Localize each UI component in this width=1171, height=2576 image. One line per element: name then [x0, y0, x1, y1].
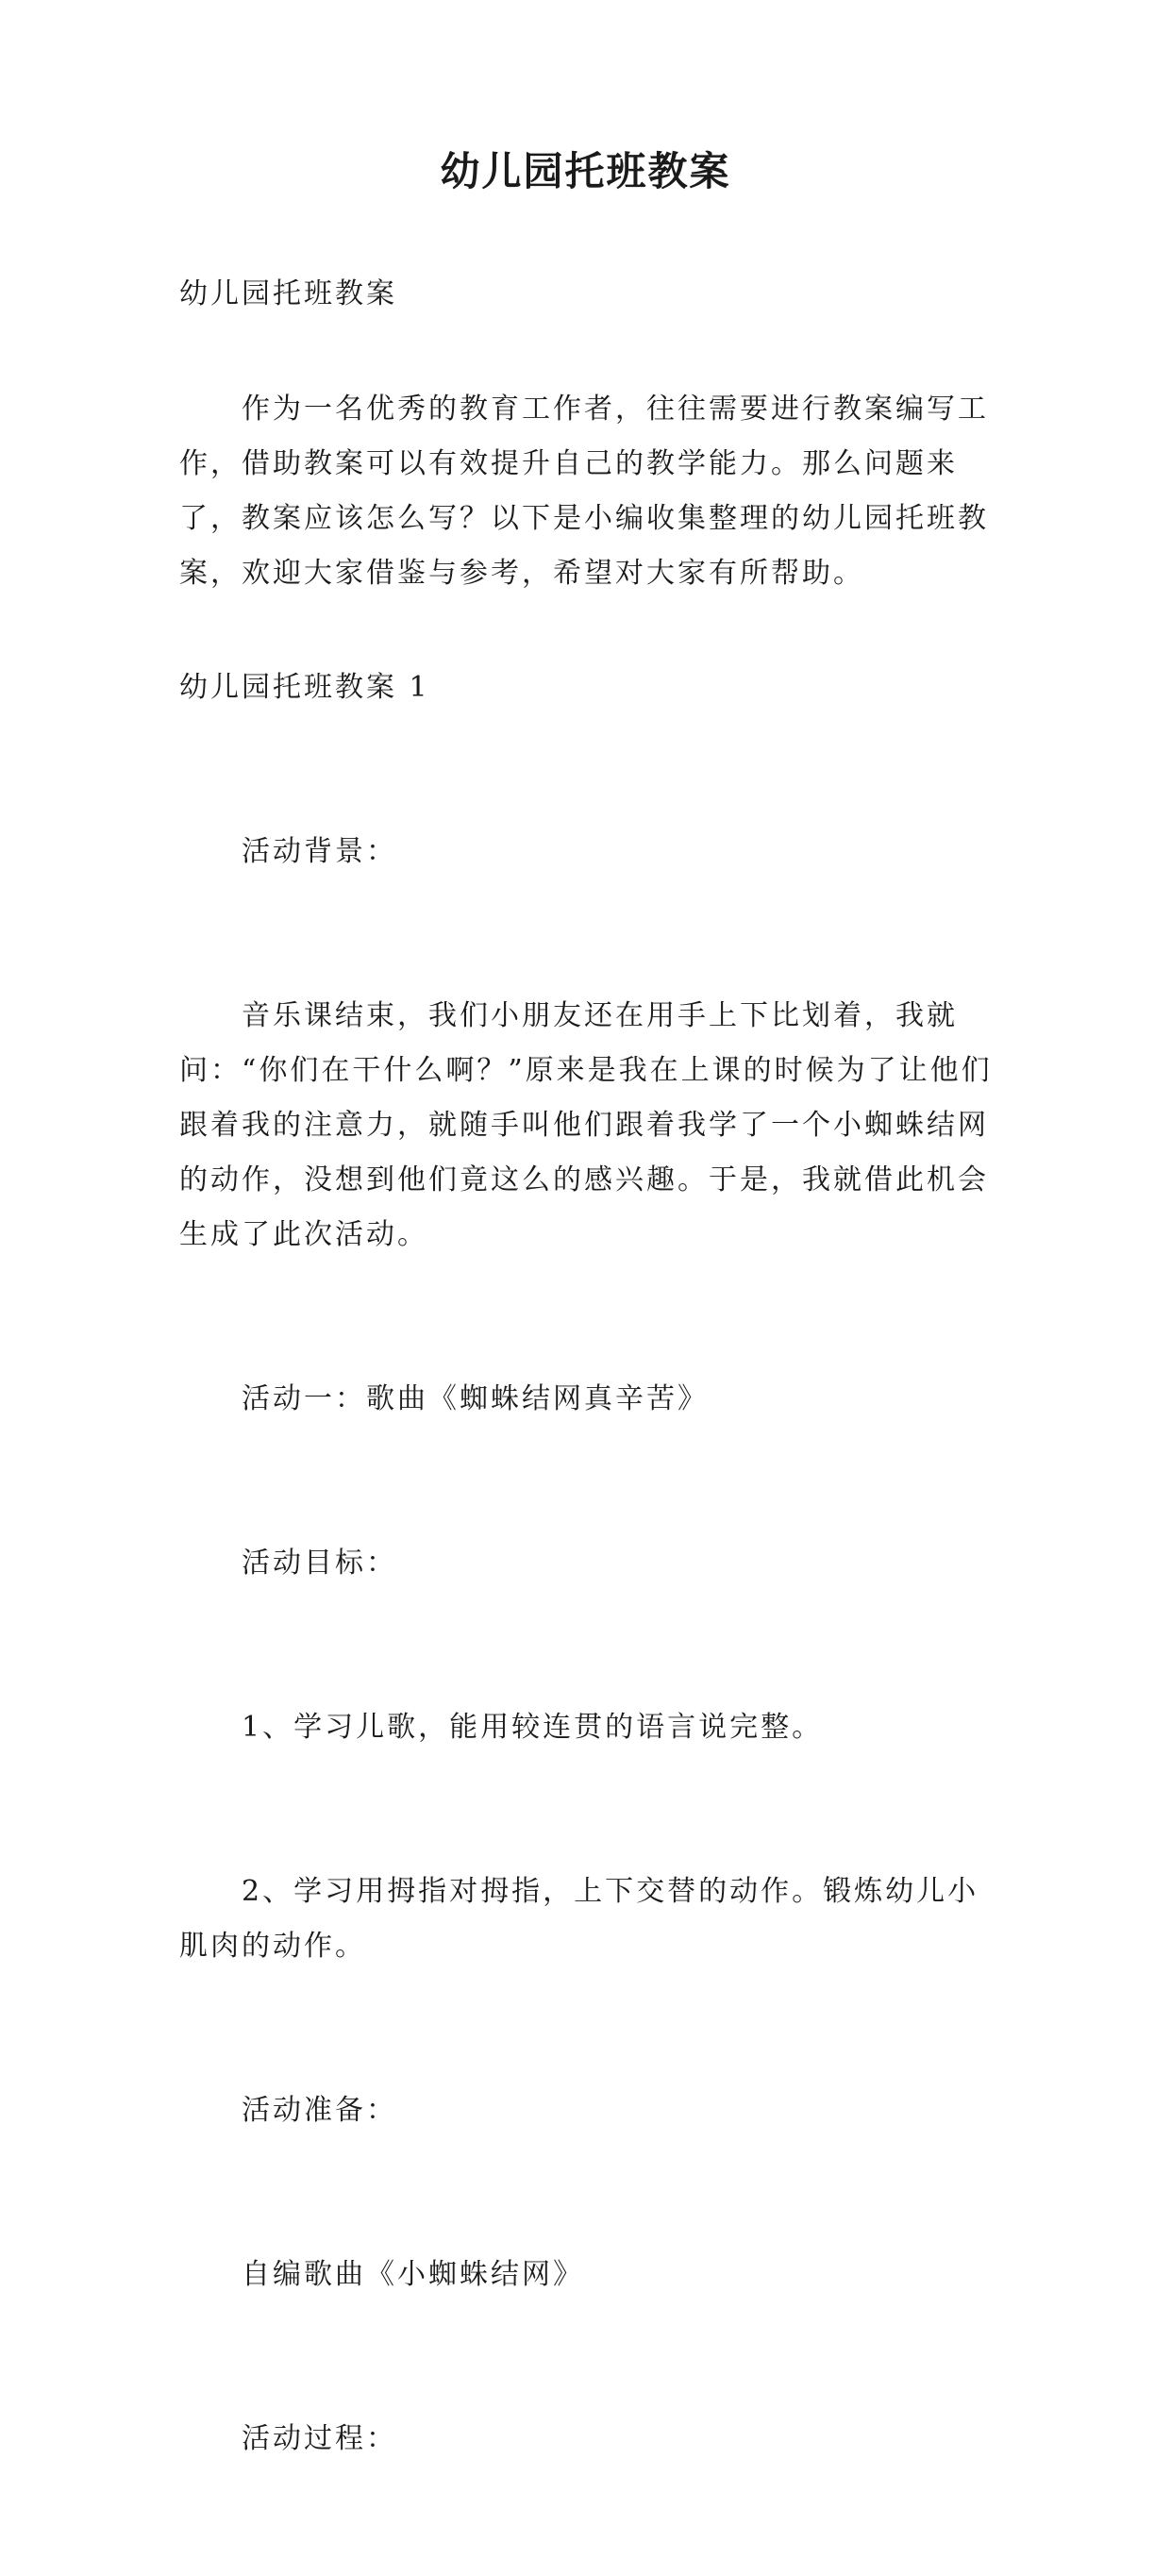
paragraph-preparation-label: 活动准备： [242, 2094, 397, 2127]
document-title: 幼儿园托班教案 [440, 148, 731, 194]
paragraph-process-label: 活动过程： [242, 2422, 397, 2455]
paragraph-background-label: 活动背景： [242, 835, 397, 868]
paragraph-goal-1: 1、学习儿歌，能用较连贯的语言说完整。 [242, 1711, 824, 1744]
paragraph-preparation-text: 自编歌曲《小蜘蛛结网》 [242, 2258, 584, 2291]
document-subtitle: 幼儿园托班教案 [179, 277, 397, 310]
paragraph-goals-label: 活动目标： [242, 1547, 397, 1580]
paragraph-goal-2: 2、学习用拇指对拇指，上下交替的动作。锻炼幼儿小肌肉的动作。 [179, 1875, 979, 1963]
intro-paragraph: 作为一名优秀的教育工作者，往往需要进行教案编写工作，借助教案可以有效提升自己的教学能力。那么问题来了，教案应该怎么写？以下是小编收集整理的幼儿园托班教案，欢迎大家借鉴与参考，希望对大家有所帮助。 [179, 393, 989, 590]
paragraph-background-text: 音乐课结束，我们小朋友还在用手上下比划着，我就问：“你们在干什么啊？”原来是我在上课的时候为了让他们跟着我的注意力，就随手叫他们跟着我学了一个小蜘蛛结网的动作，没想到他们竟这么的感兴趣。于是，我就借此机会生成了此次活动。 [179, 999, 993, 1251]
lesson-content [179, 715, 1000, 2576]
paragraph-activity-one: 活动一：歌曲《蜘蛛结网真辛苦》 [242, 1382, 709, 1415]
section-heading: 幼儿园托班教案 1 [179, 671, 430, 704]
